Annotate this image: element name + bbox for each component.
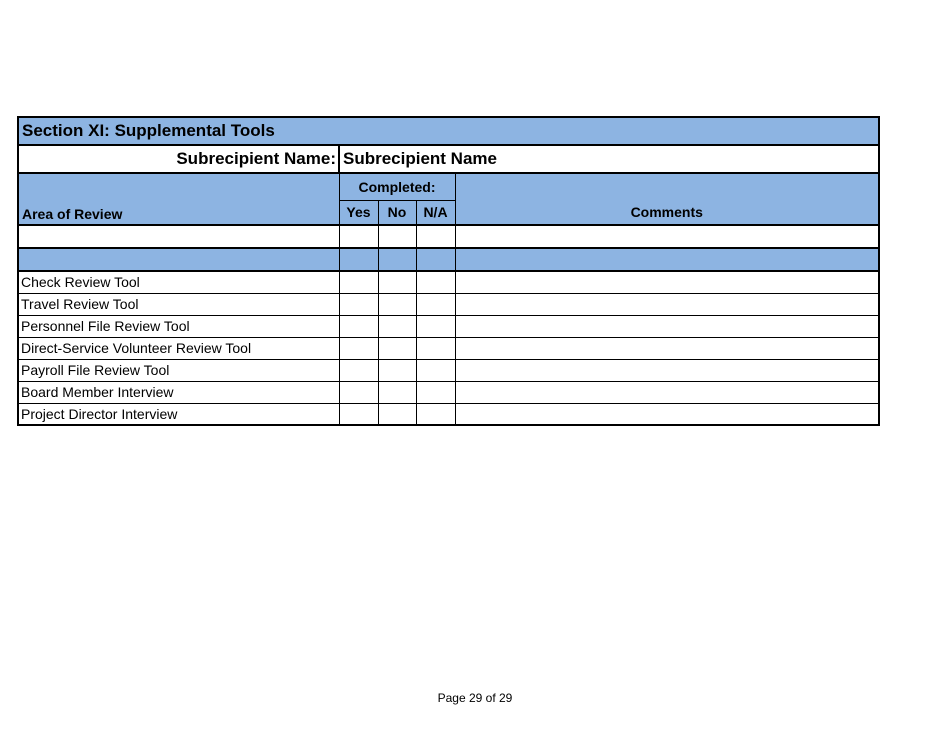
subrecipient-name-row bbox=[18, 145, 879, 173]
comments-cell[interactable] bbox=[455, 381, 879, 403]
area-of-review-cell: Direct-Service Volunteer Review Tool bbox=[18, 337, 339, 359]
na-cell[interactable] bbox=[416, 293, 455, 315]
blue-band-row bbox=[18, 248, 879, 271]
subrecipient-name-value[interactable]: Subrecipient Name bbox=[339, 145, 879, 173]
blank-row bbox=[18, 225, 879, 248]
na-cell[interactable] bbox=[416, 403, 455, 425]
page-number: Page 29 of 29 bbox=[437, 691, 513, 705]
na-header: N/A bbox=[416, 200, 455, 225]
na-cell[interactable] bbox=[416, 271, 455, 293]
comments-cell[interactable] bbox=[455, 315, 879, 337]
no-cell[interactable] bbox=[378, 293, 416, 315]
yes-cell[interactable] bbox=[339, 381, 378, 403]
area-of-review-header: Area of Review bbox=[18, 173, 339, 225]
area-of-review-cell: Payroll File Review Tool bbox=[18, 359, 339, 381]
yes-cell[interactable] bbox=[339, 293, 378, 315]
yes-cell[interactable] bbox=[339, 359, 378, 381]
yes-cell[interactable] bbox=[339, 315, 378, 337]
blank-cell[interactable] bbox=[455, 225, 879, 248]
band-cell bbox=[455, 248, 879, 271]
header-row-1 bbox=[18, 173, 879, 200]
completed-header: Completed: bbox=[339, 173, 455, 200]
no-cell[interactable] bbox=[378, 271, 416, 293]
blank-cell[interactable] bbox=[339, 225, 378, 248]
table-row bbox=[18, 403, 879, 425]
na-cell[interactable] bbox=[416, 381, 455, 403]
supplemental-tools-table bbox=[17, 116, 880, 426]
blank-cell[interactable] bbox=[416, 225, 455, 248]
area-of-review-cell: Project Director Interview bbox=[18, 403, 339, 425]
comments-cell[interactable] bbox=[455, 337, 879, 359]
no-cell[interactable] bbox=[378, 381, 416, 403]
yes-header: Yes bbox=[339, 200, 378, 225]
no-cell[interactable] bbox=[378, 337, 416, 359]
section-title-row bbox=[18, 117, 879, 145]
comments-cell[interactable] bbox=[455, 403, 879, 425]
band-cell bbox=[416, 248, 455, 271]
na-cell[interactable] bbox=[416, 359, 455, 381]
table-row bbox=[18, 337, 879, 359]
blank-cell[interactable] bbox=[18, 225, 339, 248]
area-of-review-cell: Personnel File Review Tool bbox=[18, 315, 339, 337]
na-cell[interactable] bbox=[416, 337, 455, 359]
no-header: No bbox=[378, 200, 416, 225]
table-row bbox=[18, 271, 879, 293]
yes-cell[interactable] bbox=[339, 403, 378, 425]
yes-cell[interactable] bbox=[339, 271, 378, 293]
blank-cell[interactable] bbox=[378, 225, 416, 248]
band-cell bbox=[339, 248, 378, 271]
area-of-review-cell: Board Member Interview bbox=[18, 381, 339, 403]
area-of-review-cell: Check Review Tool bbox=[18, 271, 339, 293]
yes-cell[interactable] bbox=[339, 337, 378, 359]
no-cell[interactable] bbox=[378, 315, 416, 337]
comments-cell[interactable] bbox=[455, 271, 879, 293]
table-row bbox=[18, 381, 879, 403]
table-row bbox=[18, 315, 879, 337]
subrecipient-name-label: Subrecipient Name: bbox=[18, 145, 339, 173]
no-cell[interactable] bbox=[378, 403, 416, 425]
no-cell[interactable] bbox=[378, 359, 416, 381]
comments-cell[interactable] bbox=[455, 293, 879, 315]
table-row bbox=[18, 293, 879, 315]
section-title: Section XI: Supplemental Tools bbox=[18, 117, 879, 145]
band-cell bbox=[18, 248, 339, 271]
comments-header: Comments bbox=[455, 173, 879, 225]
band-cell bbox=[378, 248, 416, 271]
table-row bbox=[18, 359, 879, 381]
comments-cell[interactable] bbox=[455, 359, 879, 381]
na-cell[interactable] bbox=[416, 315, 455, 337]
area-of-review-cell: Travel Review Tool bbox=[18, 293, 339, 315]
